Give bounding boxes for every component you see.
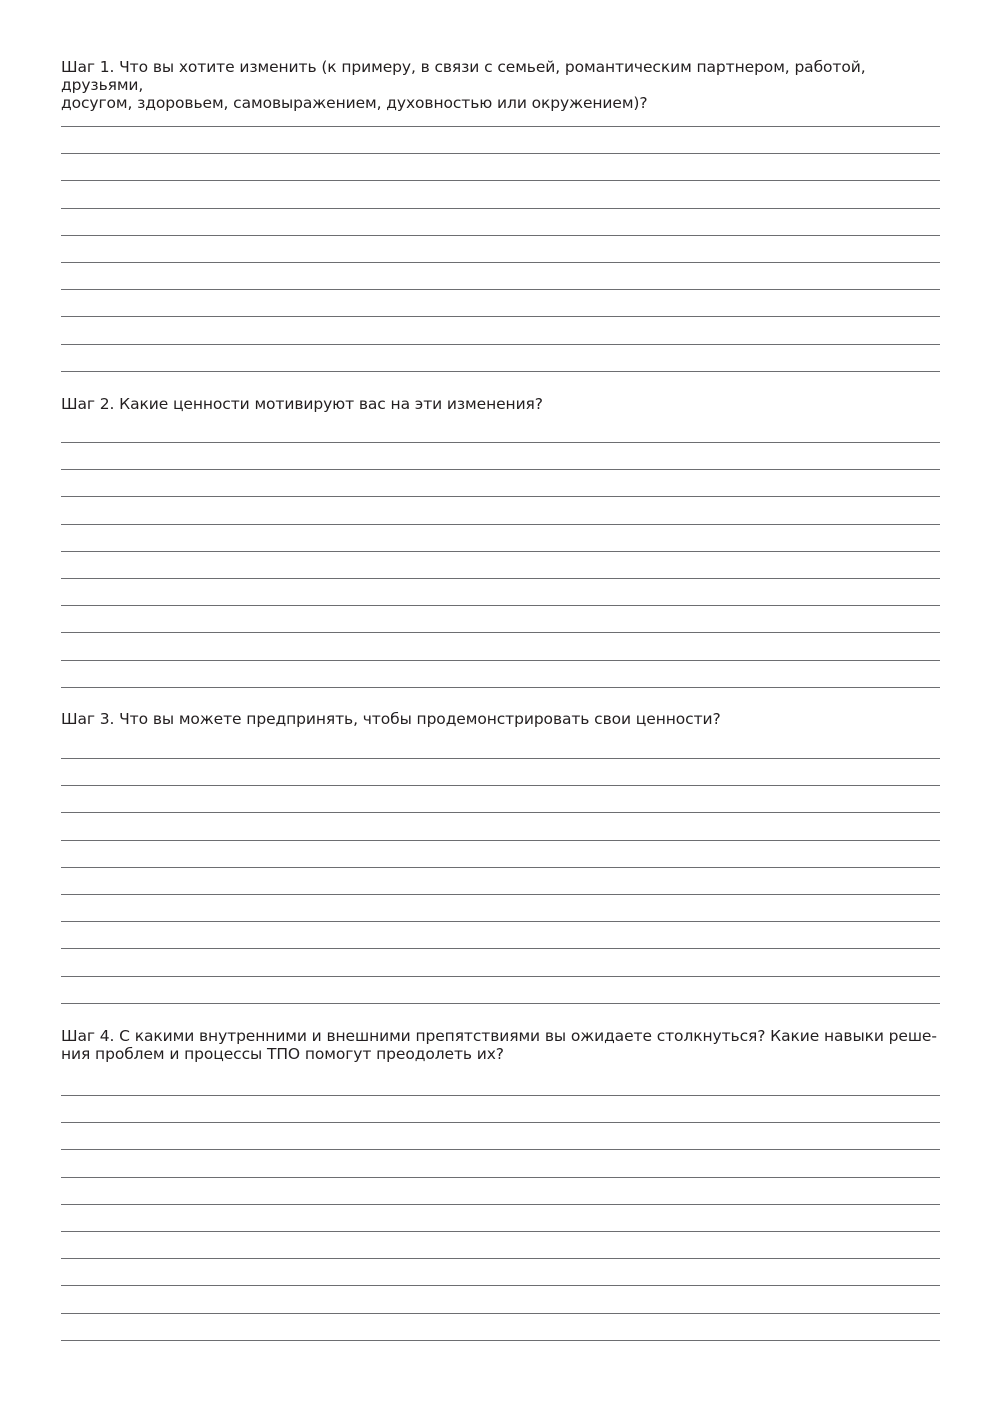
step-4-section <box>61 1027 940 1063</box>
answer-line[interactable] <box>61 1285 940 1286</box>
answer-line[interactable] <box>61 1149 940 1150</box>
answer-line[interactable] <box>61 1204 940 1205</box>
step-4-prompt-line-1: Шаг 4. С какими внутренними и внешними препятствиями вы ожидаете столкнуться? Какие навыки реше- <box>61 1027 937 1045</box>
answer-line[interactable] <box>61 687 940 688</box>
answer-line[interactable] <box>61 1122 940 1123</box>
step-1-section <box>61 58 940 112</box>
answer-line[interactable] <box>61 262 940 263</box>
step-2-prompt-line-1: Шаг 2. Какие ценности мотивируют вас на эти изменения? <box>61 395 543 413</box>
answer-line[interactable] <box>61 1258 940 1259</box>
answer-line[interactable] <box>61 153 940 154</box>
step-4-prompt-line-2: ния проблем и процессы ТПО помогут преодолеть их? <box>61 1045 504 1063</box>
answer-line[interactable] <box>61 208 940 209</box>
answer-line[interactable] <box>61 1095 940 1096</box>
answer-line[interactable] <box>61 921 940 922</box>
answer-line[interactable] <box>61 948 940 949</box>
answer-line[interactable] <box>61 180 940 181</box>
answer-line[interactable] <box>61 551 940 552</box>
answer-line[interactable] <box>61 578 940 579</box>
answer-line[interactable] <box>61 605 940 606</box>
answer-line[interactable] <box>61 1231 940 1232</box>
step-2-prompt <box>61 395 940 413</box>
step-3-prompt-line-1: Шаг 3. Что вы можете предпринять, чтобы продемонстрировать свои ценности? <box>61 710 721 728</box>
answer-line[interactable] <box>61 785 940 786</box>
step-4-prompt <box>61 1027 940 1063</box>
answer-line[interactable] <box>61 235 940 236</box>
answer-line[interactable] <box>61 442 940 443</box>
answer-line[interactable] <box>61 1340 940 1341</box>
answer-line[interactable] <box>61 289 940 290</box>
answer-line[interactable] <box>61 1003 940 1004</box>
answer-line[interactable] <box>61 758 940 759</box>
step-3-prompt <box>61 710 940 728</box>
answer-line[interactable] <box>61 840 940 841</box>
answer-line[interactable] <box>61 469 940 470</box>
answer-line[interactable] <box>61 812 940 813</box>
answer-line[interactable] <box>61 1177 940 1178</box>
step-2-section <box>61 395 940 413</box>
step-1-prompt-line-2: досугом, здоровьем, самовыражением, духовностью или окружением)? <box>61 94 648 112</box>
answer-line[interactable] <box>61 1313 940 1314</box>
step-1-prompt-line-1: Шаг 1. Что вы хотите изменить (к примеру, в связи с семьей, романтическим партнером, работой, друзьями, <box>61 58 866 94</box>
answer-line[interactable] <box>61 894 940 895</box>
answer-line[interactable] <box>61 316 940 317</box>
answer-line[interactable] <box>61 660 940 661</box>
answer-line[interactable] <box>61 976 940 977</box>
answer-line[interactable] <box>61 632 940 633</box>
answer-line[interactable] <box>61 344 940 345</box>
answer-line[interactable] <box>61 867 940 868</box>
answer-line[interactable] <box>61 524 940 525</box>
step-1-prompt <box>61 58 940 112</box>
answer-line[interactable] <box>61 126 940 127</box>
answer-line[interactable] <box>61 496 940 497</box>
step-3-section <box>61 710 940 728</box>
answer-line[interactable] <box>61 371 940 372</box>
